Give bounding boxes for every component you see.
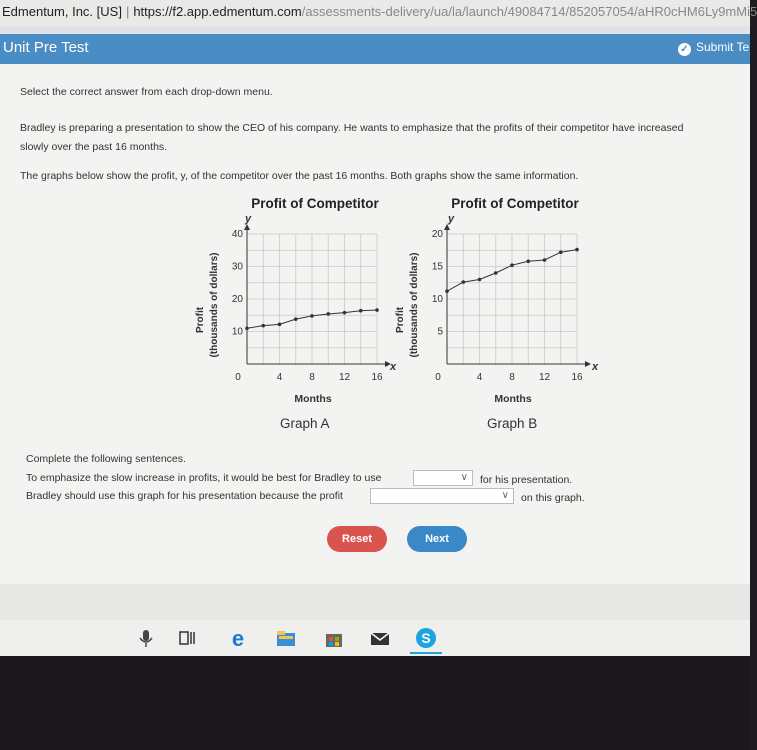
sentence-2-end: on this graph. xyxy=(521,492,585,504)
sentence-1-end: for his presentation. xyxy=(480,474,573,486)
separator: | xyxy=(125,4,130,19)
data-point xyxy=(359,309,363,313)
sentence-1-start: To emphasize the slow increase in profits, it would be best for Bradley to use xyxy=(26,472,382,484)
reason-dropdown[interactable] xyxy=(370,488,514,504)
data-point xyxy=(461,280,465,284)
x-axis-letter: x xyxy=(591,361,599,373)
y-tick-label: 10 xyxy=(231,326,243,338)
active-indicator xyxy=(410,652,442,654)
x-axis-label: Months xyxy=(494,393,532,405)
y-axis-label-line1: Profit xyxy=(195,306,206,334)
address-bar[interactable] xyxy=(0,0,757,27)
data-point xyxy=(375,308,379,312)
taskbar xyxy=(0,620,750,656)
origin-label: 0 xyxy=(435,372,441,383)
task-view-icon[interactable] xyxy=(176,626,200,650)
data-point xyxy=(478,278,482,282)
store-icon[interactable] xyxy=(322,626,346,650)
graphs-intro-text: The graphs below show the profit, y, of the competitor over the past 16 months. Both graphs show the same information. xyxy=(20,170,579,182)
mail-icon[interactable] xyxy=(368,626,392,650)
instruction-text: Select the correct answer from each drop-down menu. xyxy=(20,86,273,98)
x-axis-label: Months xyxy=(294,393,332,405)
chevron-down-icon: ∨ xyxy=(460,472,468,483)
graph-b-caption: Graph B xyxy=(487,416,538,431)
data-point xyxy=(343,311,347,315)
y-axis-letter: y xyxy=(447,213,455,225)
data-point xyxy=(510,263,514,267)
y-tick-label: 30 xyxy=(231,261,243,273)
submit-label: Submit Te xyxy=(696,40,750,54)
graph-a xyxy=(195,196,415,436)
data-point xyxy=(526,260,530,264)
y-tick-label: 10 xyxy=(431,294,443,305)
y-axis-label-line1: Profit xyxy=(395,306,406,334)
graph-b-title: Profit of Competitor xyxy=(451,196,579,211)
monitor-bezel xyxy=(0,656,750,750)
y-tick-label: 40 xyxy=(231,229,243,240)
x-tick-label: 8 xyxy=(309,372,315,383)
x-tick-label: 16 xyxy=(371,372,383,383)
y-tick-label: 20 xyxy=(231,294,243,305)
data-point xyxy=(543,258,547,262)
page-footer xyxy=(0,584,750,620)
y-axis-label-line2: (thousands of dollars) xyxy=(409,252,420,358)
data-point xyxy=(294,317,298,321)
x-tick-label: 4 xyxy=(476,372,483,383)
graph-a-svg xyxy=(195,210,415,410)
graph-b xyxy=(395,196,615,436)
data-point xyxy=(575,248,579,252)
site-identity: Edmentum, Inc. [US] xyxy=(2,4,122,19)
skype-icon[interactable] xyxy=(414,626,438,650)
x-tick-label: 12 xyxy=(538,372,551,383)
y-tick-label: 20 xyxy=(431,229,443,240)
x-tick-label: 16 xyxy=(571,372,583,383)
x-tick-label: 8 xyxy=(509,372,515,383)
svg-text:e: e xyxy=(231,626,245,651)
microphone-icon[interactable] xyxy=(134,626,158,650)
app-strip xyxy=(0,26,750,34)
data-point xyxy=(261,324,265,328)
url-host: https://f2.app.edmentum.com xyxy=(133,4,302,19)
origin-label: 0 xyxy=(235,372,241,383)
x-tick-label: 12 xyxy=(338,372,351,383)
file-explorer-icon[interactable] xyxy=(274,626,298,650)
graph-a-caption: Graph A xyxy=(280,416,330,431)
y-axis-letter: y xyxy=(244,213,252,225)
page-title: Unit Pre Test xyxy=(3,39,89,56)
url-path: /assessments-delivery/ua/la/launch/49084714/852057054/aHR0cHM6Ly9mMi5 xyxy=(301,4,757,19)
data-point xyxy=(445,289,449,293)
graph-a-title: Profit of Competitor xyxy=(251,196,379,211)
next-button[interactable]: Next xyxy=(407,526,467,552)
data-point xyxy=(559,250,563,254)
x-tick-label: 4 xyxy=(276,372,283,383)
svg-text:S: S xyxy=(421,630,431,646)
graph-b-svg xyxy=(395,210,615,410)
x-axis-letter: x xyxy=(389,361,397,373)
graph-choice-dropdown[interactable] xyxy=(413,470,473,486)
chevron-down-icon: ∨ xyxy=(501,490,509,501)
y-tick-label: 15 xyxy=(431,261,443,273)
y-axis-label-line2: (thousands of dollars) xyxy=(209,252,220,358)
data-point xyxy=(245,326,249,330)
prompt-line-2: slowly over the past 16 months. xyxy=(20,141,168,153)
edge-browser-icon[interactable] xyxy=(226,626,250,650)
data-point xyxy=(278,323,282,327)
sentence-2-start: Bradley should use this graph for his presentation because the profit xyxy=(26,490,343,502)
data-point xyxy=(494,271,498,275)
check-circle-icon: ✓ xyxy=(678,43,691,56)
submit-test-button[interactable] xyxy=(678,40,749,56)
data-point xyxy=(310,314,314,318)
reset-button[interactable]: Reset xyxy=(327,526,387,552)
y-tick-label: 5 xyxy=(437,326,443,338)
data-point xyxy=(326,312,330,316)
x-axis-arrow xyxy=(585,361,591,367)
test-header xyxy=(0,34,750,64)
prompt-line-1: Bradley is preparing a presentation to show the CEO of his company. He wants to emphasize that the profits of their competitor have increased xyxy=(20,122,684,134)
sentences-intro: Complete the following sentences. xyxy=(26,453,186,465)
